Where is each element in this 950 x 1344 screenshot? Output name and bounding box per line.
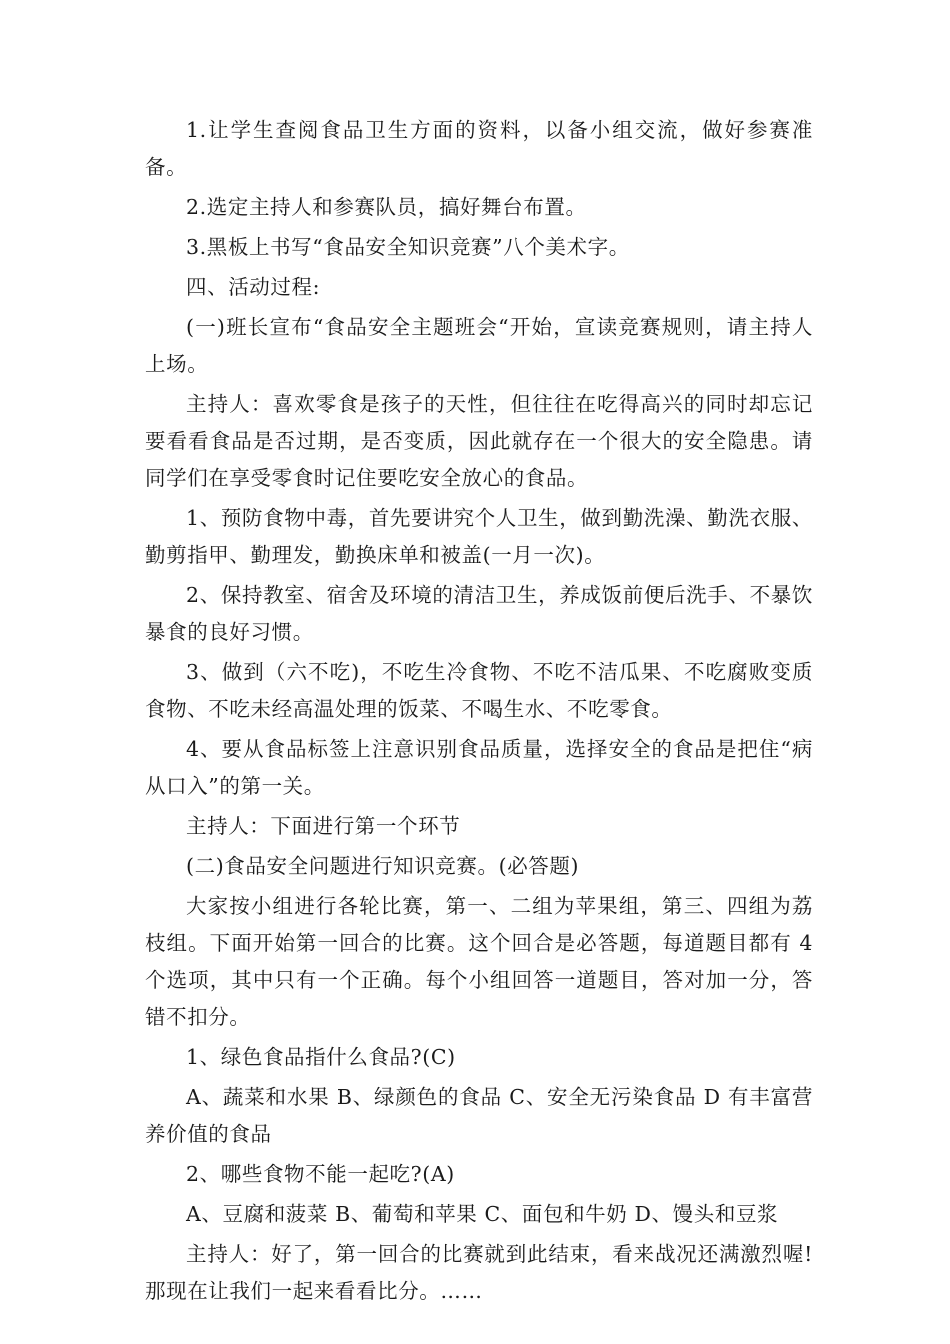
quiz-options-1: A、蔬菜和水果 B、绿颜色的食品 C、安全无污染食品 D 有丰富营养价值的食品	[145, 1085, 813, 1146]
quiz-question-2: 2、哪些食物不能一起吃?(A)	[186, 1162, 455, 1186]
section-heading-activity-process: 四、活动过程:	[186, 275, 321, 299]
document-body	[145, 112, 813, 1313]
paragraph-host-closing: 主持人：好了，第一回合的比赛就到此结束，看来战况还满激烈喔!那现在让我们一起来看看比分。……	[145, 1242, 813, 1303]
paragraph-tip-1: 1、预防食物中毒，首先要讲究个人卫生，做到勤洗澡、勤洗衣服、勤剪指甲、勤理发，勤换床单和被盖(一月一次)。	[145, 506, 813, 567]
paragraph-quiz-rules: 大家按小组进行各轮比赛，第一、二组为苹果组，第三、四组为荔枝组。下面开始第一回合的比赛。这个回合是必答题，每道题目都有 4 个选项，其中只有一个正确。每个小组回答一道题目，答对加一分，答错不扣分。	[145, 894, 813, 1029]
paragraph-monitor-announcement: (一)班长宣布“食品安全主题班会“开始，宣读竞赛规则，请主持人上场。	[145, 315, 813, 376]
section-heading-quiz: (二)食品安全问题进行知识竞赛。(必答题)	[186, 854, 580, 878]
paragraph-host-intro: 主持人：喜欢零食是孩子的天性，但往往在吃得高兴的同时却忘记要看看食品是否过期，是否变质，因此就存在一个很大的安全隐患。请同学们在享受零食时记住要吃安全放心的食品。	[145, 392, 813, 490]
paragraph-host-next-segment: 主持人：下面进行第一个环节	[186, 814, 461, 838]
paragraph-prep-3: 3.黑板上书写“食品安全知识竞赛”八个美术字。	[186, 235, 630, 259]
quiz-question-1: 1、绿色食品指什么食品?(C)	[186, 1045, 456, 1069]
paragraph-prep-1: 1.让学生查阅食品卫生方面的资料，以备小组交流，做好参赛准备。	[145, 118, 813, 179]
paragraph-tip-2: 2、保持教室、宿舍及环境的清洁卫生，养成饭前便后洗手、不暴饮暴食的良好习惯。	[145, 583, 813, 644]
paragraph-tip-4: 4、要从食品标签上注意识别食品质量，选择安全的食品是把住“病从口入”的第一关。	[145, 737, 813, 798]
paragraph-prep-2: 2.选定主持人和参赛队员，搞好舞台布置。	[186, 195, 587, 219]
paragraph-tip-3: 3、做到（六不吃)，不吃生冷食物、不吃不洁瓜果、不吃腐败变质食物、不吃未经高温处理的饭菜、不喝生水、不吃零食。	[145, 660, 813, 721]
quiz-options-2: A、豆腐和菠菜 B、葡萄和苹果 C、面包和牛奶 D、馒头和豆浆	[186, 1202, 779, 1226]
